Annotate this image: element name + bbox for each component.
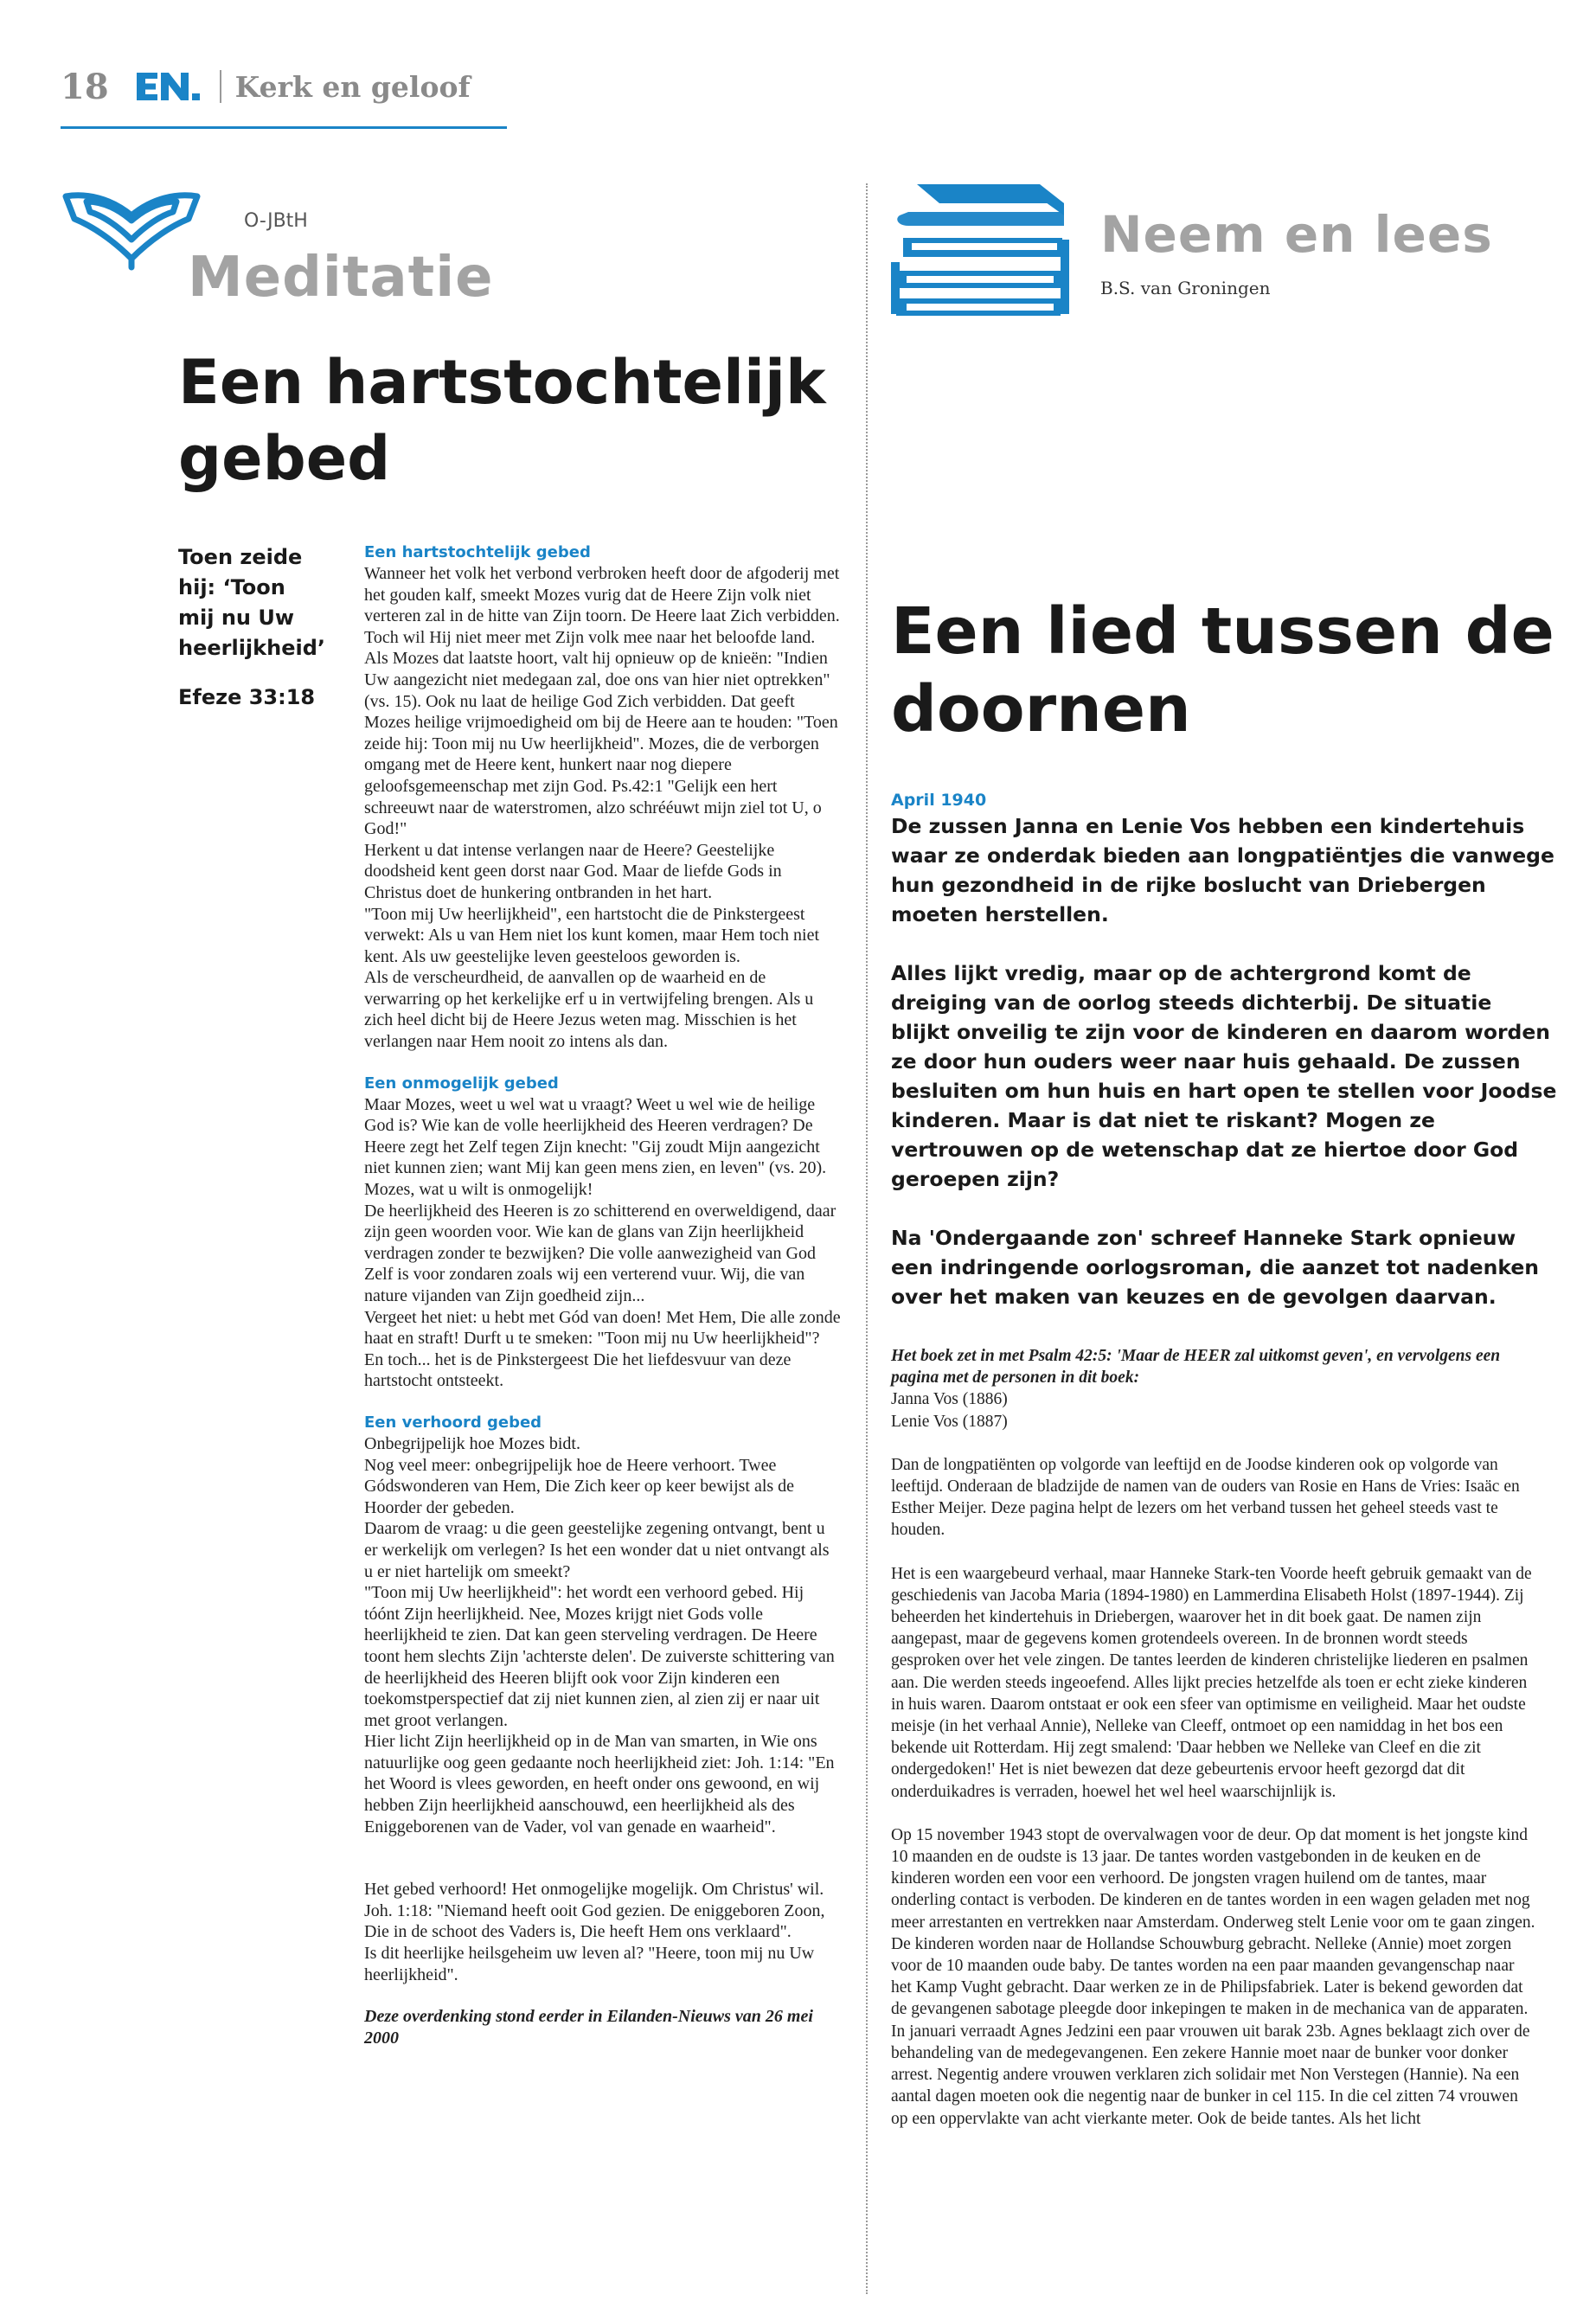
person-entry: Janna Vos (1886)	[891, 1390, 1008, 1409]
book-stack-icon	[891, 177, 1080, 324]
paragraph: Maar Mozes, weet u wel wat u vraagt? Weet u wel wie de heilige God is? Wie kan de volle heerlijkheid des Heeren verdragen? De Heere zegt het Zelf tegen Zijn knecht: "Gij zoudt Mijn aangezicht niet kunnen zien; want Mij kan geen mens zien, en leven" (vs. 20). Mozes, wat u wilt is onmogelijk!	[364, 1094, 827, 1200]
paragraph: "Toon mij Uw heerlijkheid", een hartstocht die de Pinkstergeest verwekt: Als u van Hem niet los kunt komen, maar Hem toch niet kent. Als uw geestelijke leven geesteloos geworden is.	[364, 904, 819, 966]
header-divider	[220, 70, 221, 103]
paragraph: Het gebed verhoord! Het onmogelijke mogelijk. Om Christus' wil. Joh. 1:18: "Niemand heeft ooit God gezien. De eniggeboren Zoon, Die in de schoot des Vaders is, Die heeft Hem ons verklaard".	[364, 1880, 825, 1942]
en-logo	[135, 69, 202, 104]
lead-paragraph: Alles lijkt vredig, maar op de achtergrond komt de dreiging van de oorlog steeds dichterbij. De situatie blijkt onveilig te zijn voor de kinderen en daarom worden ze door hun ouders weer naar huis gehaald. De zussen besluiten om hun huis en hart open te stellen voor Joodse kinderen. Maar is dat niet te riskant? Mogen ze vertrouwen op de wetenschap dat ze hiertoe door God geroepen zijn?	[891, 961, 1557, 1191]
body-intro: Het boek zet in met Psalm 42:5: 'Maar de HEER zal uitkomst geven', en vervolgens een pagina met de personen in dit boek:	[891, 1347, 1501, 1388]
review-date: April 1940	[891, 791, 987, 810]
section-title: Kerk en geloof	[234, 69, 471, 104]
paragraph: Op 15 november 1943 stopt de overvalwagen voor de deur. Op dat moment is het jongste kind 10 maanden en de oudste is 13 jaar. De tantes worden vastgebonden in de keuken en de kinderen worden een voor een verhoord. De jongsten vragen huilend om de tantes, maar onderling contact is verboden. De kinderen en de tantes worden in een wagen geladen met nog meer arrestanten en vertrekken naar Amsterdam. Onderweg stelt Lenie voor om te gaan zingen. De kinderen worden naar de Hollandse Schouwburg gebracht. Nelleke (Annie) moet zorgen voor de 10 maanden oude baby. De tantes worden na een paar maanden gevangenschap naar het Kamp Vught gebracht. Daar werken ze in de Philipsfabriek. Later is bekend geworden dat de gevangenen sabotage pleegde door inkepingen te maken in de mechanica van de apparaten. In januari verraadt Agnes Jedzini een paar vrouwen uit barak 23b. Agnes beklaagt zich over de behandeling van de medegevangenen. Een zekere Hannie moet naar de bunker voor donker arrest. Negentig andere vrouwen verklaren zich solidair met Non Verstegen (Hannie). Na een aantal dagen moeten ook die negentig naar de bunker in cel 115. In die cel zitten 74 vrouwen op een oppervlakte van acht vierkante meter. Ook de beide tantes. Als het licht	[891, 1825, 1535, 2128]
paragraph: Hier licht Zijn heerlijkheid op in de Man van smarten, in Wie ons natuurlijke oog geen gedaante noch heerlijkheid ziet: Joh. 1:14: "En het Woord is vlees geworden, en heeft onder ons gewoond, en wij hebben Zijn heerlijkheid aanschouwd, een heerlijkheid als des Eniggeborenen van de Vader, vol van genade en waarheid".	[364, 1732, 835, 1836]
paragraph: Nog veel meer: onbegrijpelijk hoe de Heere verhoort. Twee Gódswonderen van Hem, Die Zich keer op keer bewijst als de Hoorder der gebeden.	[364, 1455, 795, 1517]
lead-paragraph: Na 'Ondergaande zon' schreef Hanneke Stark opnieuw een indringende oorlogsroman, die aanzet tot nadenken over het maken van keuzes en de gevolgen daarvan.	[891, 1226, 1540, 1309]
lead-paragraph: De zussen Janna en Lenie Vos hebben een kindertehuis waar ze onderdak bieden aan longpatiëntjes die vanwege hun gezondheid in de rijke boslucht van Driebergen moeten herstellen.	[891, 814, 1554, 926]
review-label: Neem en lees	[1100, 205, 1493, 264]
paragraph: Onbegrijpelijk hoe Mozes bidt.	[364, 1433, 580, 1453]
paragraph: Herkent u dat intense verlangen naar de Heere? Geestelijke doodsheid kent geen dorst naar God. Maar de liefde Gods in Christus doet de hunkering ontbranden in het hart.	[364, 840, 782, 902]
person-entry: Lenie Vos (1887)	[891, 1412, 1008, 1431]
review-lead	[891, 789, 1557, 1341]
subheading: Een onmogelijk gebed	[364, 1074, 559, 1093]
scripture-reference: Efeze 33:18	[178, 685, 316, 709]
column-divider	[866, 183, 868, 2294]
meditation-author: O-JBtH	[244, 210, 308, 232]
meditation-title: Een hartstochtelijk gebed	[178, 347, 826, 494]
review-title: Een lied tussen de doornen	[891, 594, 1554, 747]
paragraph: Is dit heerlijke heilsgeheim uw leven al? "Heere, toon mij nu Uw heerlijkheid".	[364, 1944, 815, 1984]
paragraph: Daarom de vraag: u die geen geestelijke zegening ontvangt, bent u er werkelijk om verlegen? Is het een wonder dat u niet ontvangt als u er niet hartelijk om smeekt?	[364, 1519, 830, 1581]
paragraph: Als de verscheurdheid, de aanvallen op de waarheid en de verwarring op het kerkelijke erf u in vertwijfeling brengen. Als u zich heel dicht bij de Heere Jezus weten mag. Misschien is het verlangen naar Hem nooit zo intens als dan.	[364, 968, 814, 1052]
paragraph: "Toon mij Uw heerlijkheid": het wordt een verhoord gebed. Hij tóónt Zijn heerlijkheid. Nee, Mozes krijgt niet Gods volle heerlijkheid te zien. Dat kan geen sterveling verdragen. De Heere toont hem slechts Zijn 'achterste delen'. De zuiverste schittering van de heerlijkheid des Heeren blijft ook voor Zijn kinderen een toekomstperspectief dat zij niet kunnen zien, al zien zij er naar uit met groot verlangen.	[364, 1583, 835, 1730]
paragraph: Wanneer het volk het verbond verbroken heeft door de afgoderij met het gouden kalf, smeekt Mozes vurig dat de Heere Zijn volk niet verteren zal in de hitte van Zijn toorn. De Heere laat Zich verbidden. Toch wil Hij niet meer met Zijn volk mee naar het beloofde land. Als Mozes dat laatste hoort, valt hij opnieuw op de knieën: "Indien Uw aangezicht niet medegaan zal, doe ons van hier niet optrekken" (vs. 15). Ook nu laat de heilige God Zich verbidden. Dat geeft Mozes heilige vrijmoedigheid om bij de Heere aan te houden: "Toen zeide hij: Toon mij nu Uw heerlijkheid". Mozes, die de verborgen omgang met de Heere kent, hunkert naar nog diepere geloofsgemeenschap met zijn God. Ps.42:1 "Gelijk een hert schreeuwt naar de waterstromen, alzo schrééuwt mijn ziel tot U, o God!"	[364, 564, 840, 839]
review-author: B.S. van Groningen	[1100, 278, 1271, 298]
paragraph: Het is een waargebeurd verhaal, maar Hanneke Stark-ten Voorde heeft gebruik gemaakt van de geschiedenis van Jacoba Maria (1894-1980) en Lammerdina Elisabeth Holst (1897-1944). Zij beheerden het kindertehuis in Driebergen, waarover het in dit boek gaat. De namen zijn aangepast, maar de gegevens komen grotendeels overeen. In de bronnen wordt steeds gesproken over het vele zingen. De tantes leerden de kinderen christelijke liederen en psalmen aan. Die werden steeds ingeoefend. Alles lijkt precies hetzelfde als toen er echt zieke kinderen in huis waren. Daarom ontstaat er ook een sfeer van optimisme en veiligheid. Maar het oudste meisje (in het verhaal Annie), Nelleke van Cleeff, ontmoet op een namiddag in het bos een bekende uit Rotterdam. Hij zegt smalend: 'Daar hebben we Nelleke van Cleef en die zit ondergedoken!' Het is niet bewezen dat deze gebeurtenis ervoor heeft gezorgd dat dit onderduikadres is verraden, hoewel het wel heel waarschijnlijk is.	[891, 1564, 1532, 1801]
paragraph: Dan de longpatiënten op volgorde van leeftijd en de Joodse kinderen ook op volgorde van leeftijd. Onderaan de bladzijde de namen van de ouders van Rosie en Hans de Vries: Isaäc en Esther Meijer. Deze pagina helpt de lezers om het verband tussen het geheel steeds vast te houden.	[891, 1455, 1520, 1540]
open-book-heart-icon	[61, 177, 202, 272]
header-underline	[61, 126, 507, 129]
review-body	[891, 1345, 1535, 2130]
meditation-body	[364, 542, 842, 2048]
subheading: Een verhoord gebed	[364, 1413, 542, 1432]
paragraph: De heerlijkheid des Heeren is zo schitterend en overweldigend, daar zijn geen woorden voor. Wie kan de glans van Zijn heerlijkheid verdragen zonder te bezwijken? Die volle aanwezigheid van God Zelf is voor zondaren zoals wij een verterend vuur. Wij, die van nature vijanden van Zijn goedheid zijn...	[364, 1201, 836, 1305]
page-header	[61, 61, 471, 112]
meditation-label: Meditatie	[188, 246, 494, 310]
source-credit: Deze overdenking stond eerder in Eilanden-Nieuws van 26 mei 2000	[364, 2007, 813, 2048]
scripture-quote: Toen zeide hij: ‘Toon mij nu Uw heerlijkheid’	[178, 545, 326, 660]
paragraph: Vergeet het niet: u hebt met Gód van doen! Met Hem, Die alle zonde haat en straft! Durft u te smeken: "Toon mij nu Uw heerlijkheid"? En toch... het is de Pinkstergeest Die het liefdesvuur van deze hartstocht ontsteekt.	[364, 1307, 841, 1391]
subheading: Een hartstochtelijk gebed	[364, 543, 591, 561]
page-number: 18	[61, 66, 109, 107]
